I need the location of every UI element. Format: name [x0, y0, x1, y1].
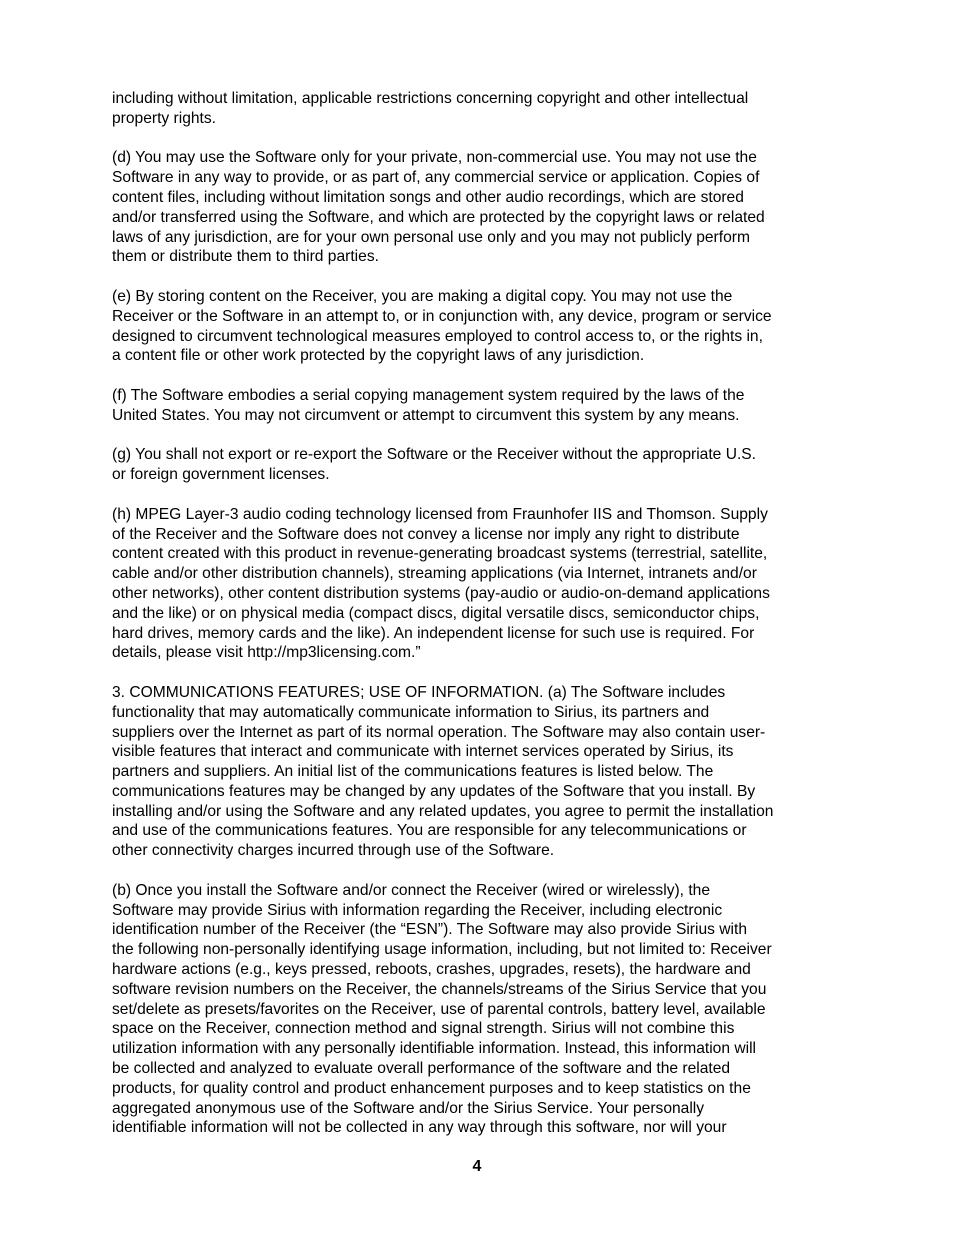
paragraph-intro-continuation: including without limitation, applicable restrictions concerning copyright and other intellectual property rights.: [112, 90, 749, 127]
paragraph-3b-information: (b) Once you install the Software and/or connect the Receiver (wired or wirelessly), the Software may provide Sirius with information regarding the Receiver, including electronic identification number of the Receiver (the “ESN”). The Software may also provide Sirius with the following non-personally identifying usage information, including, but not limited to: Receiver hardware actions (e.g., keys pressed, reboots, crashes, upgrades, resets), the hardware and software revision numbers on the Receiver, the channels/streams of the Sirius Service that you set/delete as presets/favorites on the Receiver, use of parental controls, battery level, available space on the Receiver, connection method and signal strength. Sirius will not combine this utilization information with any personally identifiable information. Instead, this information will be collected and analyzed to evaluate overall performance of the software and the related products, for quality control and product enhancement purposes and to keep statistics on the aggregated anonymous use of the Software and/or the Sirius Service. Your personally identifiable information will not be collected in any way through this software, nor will your: [112, 881, 772, 1137]
paragraph-3a-communications: 3. COMMUNICATIONS FEATURES; USE OF INFORMATION. (a) The Software includes functionality that may automatically communicate information to Sirius, its partners and suppliers over the Internet as part of its normal operation. The Software may also contain user- visible features that interact and communicate with internet services operated by Sirius, its partners and suppliers. An initial list of the communications features is listed below. The communications features may be changed by any updates of the Software that you install. By installing and/or using the Software and any related updates, you agree to permit the installation and use of the communications features. You are responsible for any telecommunications or other connectivity charges incurred through use of the Software.: [112, 683, 774, 860]
paragraph-f-serial-copying: (f) The Software embodies a serial copying management system required by the laws of the United States. You may not circumvent or attempt to circumvent this system by any means.: [112, 386, 745, 424]
paragraph-h-mpeg-license: (h) MPEG Layer-3 audio coding technology licensed from Fraunhofer IIS and Thomson. Supply of the Receiver and the Software does not convey a license nor imply any right to distribute content created with this product in revenue-generating broadcast systems (terrestrial, satellite, cable and/or other distribution channels), streaming applications (via Internet, intranets and/or other networks), other content distribution systems (pay-audio or audio-on-demand applications and the like) or on physical media (compact discs, digital versatile discs, semiconductor chips, hard drives, memory cards and the like). An independent license for such use is required. For details, please visit http://mp3licensing.com.”: [112, 505, 770, 662]
paragraph-e-digital-copy: (e) By storing content on the Receiver, you are making a digital copy. You may not use the Receiver or the Software in an attempt to, or in conjunction with, any device, program or service designed to circumvent technological measures employed to control access to, or the rights in, a content file or other work protected by the copyright laws of any jurisdiction.: [112, 287, 772, 365]
body-text: [112, 89, 844, 1138]
page-number: 4: [472, 1158, 482, 1175]
paragraph-d-private-use: (d) You may use the Software only for your private, non-commercial use. You may not use the Software in any way to provide, or as part of, any commercial service or application. Copies of content files, including without limitation songs and other audio recordings, which are stored and/or transferred using the Software, and which are protected by the copyright laws or related laws of any jurisdiction, are for your own personal use only and you may not publicly perform them or distribute them to third parties.: [112, 149, 765, 266]
paragraph-g-export: (g) You shall not export or re-export the Software or the Receiver without the appropriate U.S. or foreign government licenses.: [112, 446, 757, 484]
